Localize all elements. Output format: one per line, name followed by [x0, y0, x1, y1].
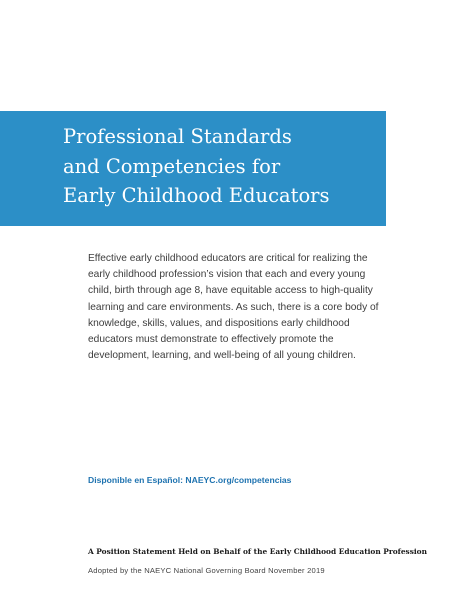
spanish-version-link[interactable]: Disponible en Español: NAEYC.org/competencias: [88, 475, 292, 485]
title-line-3: Early Childhood Educators: [63, 184, 330, 207]
title-line-1: Professional Standards: [63, 125, 292, 148]
position-statement-line: A Position Statement Held on Behalf of the Early Childhood Education Profession: [88, 547, 427, 556]
intro-paragraph: Effective early childhood educators are critical for realizing the early childhood profession’s vision that each and every young child, birth through age 8, have equitable access to high-quality learning and care environments. As such, there is a core body of knowledge, skills, values, and dispositions early childhood educators must demonstrate to effectively promote the development, learning, and well-being of all young children.: [88, 253, 379, 362]
title-line-2: and Competencies for: [63, 154, 281, 178]
document-title: [63, 122, 383, 211]
adoption-note: Adopted by the NAEYC National Governing Board November 2019: [88, 566, 325, 575]
